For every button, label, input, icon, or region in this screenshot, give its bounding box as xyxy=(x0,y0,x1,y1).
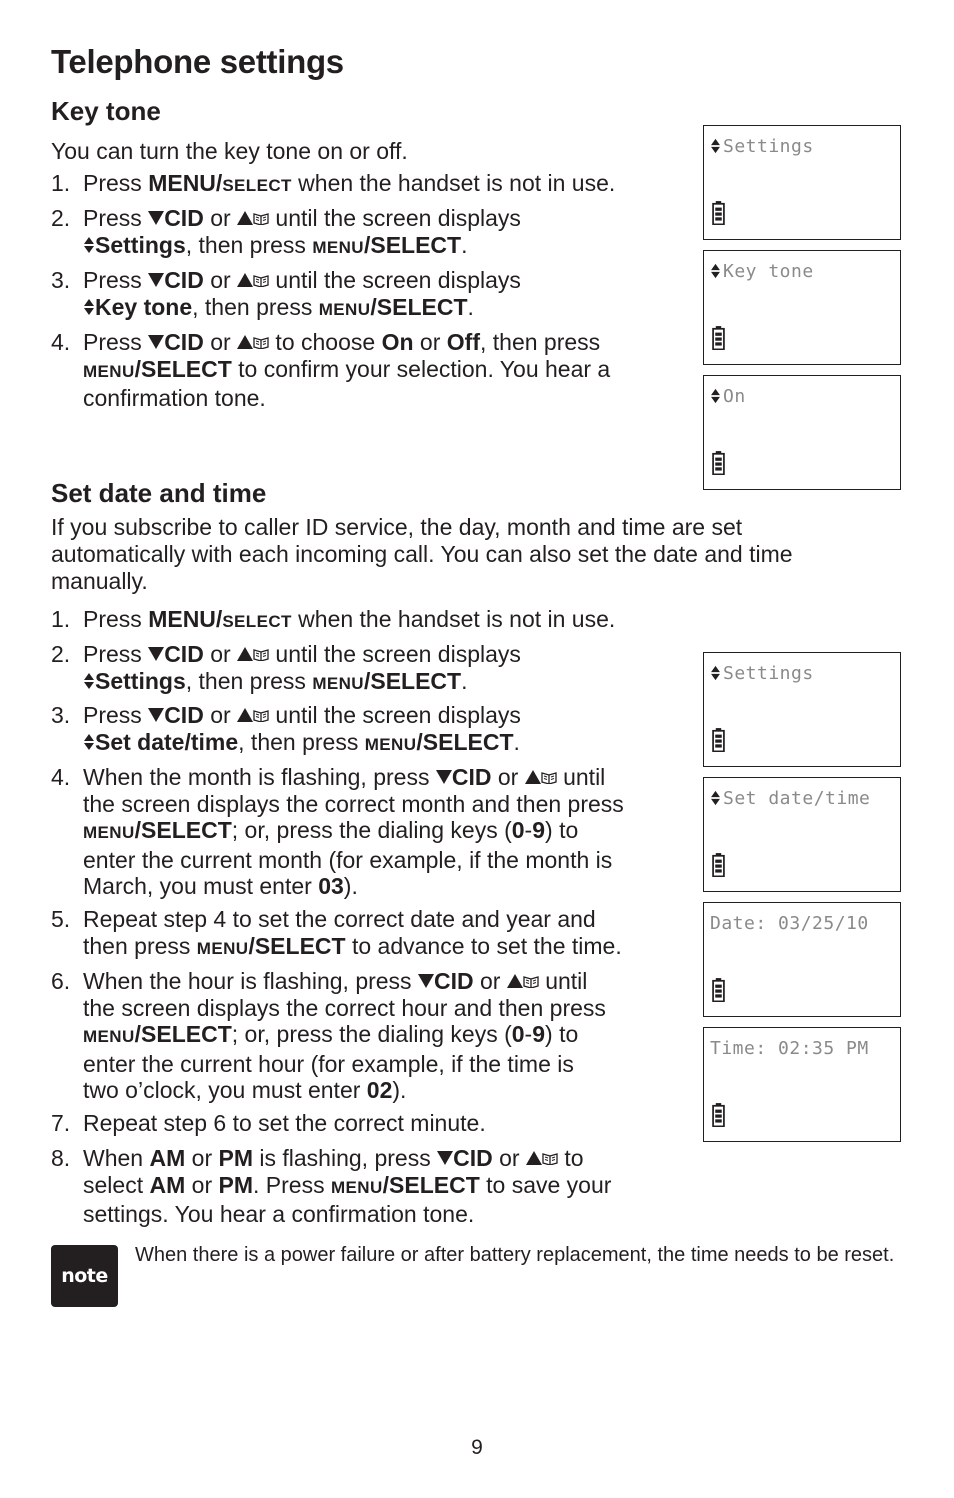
down-arrow-icon xyxy=(418,974,434,988)
up-down-icon xyxy=(83,733,95,751)
up-arrow-icon xyxy=(526,1151,542,1165)
down-arrow-icon xyxy=(148,211,164,225)
battery-icon xyxy=(712,1103,725,1127)
down-arrow-icon xyxy=(436,770,452,784)
screen-text: On xyxy=(723,386,746,407)
phonebook-icon xyxy=(253,273,269,287)
up-down-icon xyxy=(83,298,95,316)
up-down-icon xyxy=(710,138,721,154)
phonebook-icon xyxy=(253,211,269,225)
screen-on xyxy=(703,375,901,490)
battery-icon xyxy=(712,451,725,475)
screen-text: Settings xyxy=(723,136,814,157)
up-arrow-icon xyxy=(237,647,253,661)
list-item: 8. When AM or PM is flashing, press CID or to select AM or PM. Press MENU/SELECT to save your settings. You hear a confirmation tone. xyxy=(51,1145,612,1228)
list-item: 1. Press MENU/SELECT when the handset is not in use. xyxy=(51,170,616,196)
down-arrow-icon xyxy=(148,708,164,722)
list-item: 4. Press CID or to choose On or Off, then press MENU/SELECT to confirm your selection. You hear a confirmation tone. xyxy=(51,329,611,412)
page-title: Telephone settings xyxy=(51,43,344,80)
screen-text: Date: 03/25/10 xyxy=(710,913,869,934)
screen-text: Time: 02:35 PM xyxy=(710,1038,869,1059)
phonebook-icon xyxy=(523,974,539,988)
phonebook-icon xyxy=(253,335,269,349)
list-item: 1. Press MENU/SELECT when the handset is not in use. xyxy=(51,606,616,632)
list-item: 5. Repeat step 4 to set the correct date and year and then press MENU/SELECT to advance to set the time. xyxy=(51,906,622,959)
battery-icon xyxy=(712,201,725,225)
note-badge: note xyxy=(51,1245,118,1307)
battery-icon xyxy=(712,326,725,350)
key-tone-heading: Key tone xyxy=(51,96,161,126)
up-arrow-icon xyxy=(525,770,541,784)
list-item: 4. When the month is flashing, press CID or until the screen displays the correct month and then press MENU/SELECT; or, press the dialing keys (0-9) to enter the current month (for example, if the month is March, you must enter 03). xyxy=(51,764,624,900)
down-arrow-icon xyxy=(437,1151,453,1165)
up-arrow-icon xyxy=(237,273,253,287)
page-number: 9 xyxy=(471,1436,483,1459)
up-arrow-icon xyxy=(237,335,253,349)
screen-key-tone xyxy=(703,250,901,365)
down-arrow-icon xyxy=(148,647,164,661)
screen-text: Settings xyxy=(723,663,814,684)
date-time-intro: If you subscribe to caller ID service, the day, month and time are set automatically with each incoming call. You can also set the date and time manually. xyxy=(51,514,793,594)
screen-settings-2 xyxy=(703,652,901,767)
list-item: 2. Press CID or until the screen displays Settings, then press MENU/SELECT. xyxy=(51,205,521,258)
up-down-icon xyxy=(83,672,95,690)
down-arrow-icon xyxy=(148,273,164,287)
key-tone-intro: You can turn the key tone on or off. xyxy=(51,138,408,164)
list-item: 3. Press CID or until the screen displays Set date/time, then press MENU/SELECT. xyxy=(51,702,521,755)
up-down-icon xyxy=(710,263,721,279)
up-arrow-icon xyxy=(237,211,253,225)
screen-time xyxy=(703,1027,901,1142)
up-down-icon xyxy=(83,236,95,254)
phonebook-icon xyxy=(253,708,269,722)
up-arrow-icon xyxy=(237,708,253,722)
up-down-icon xyxy=(710,665,721,681)
phonebook-icon xyxy=(541,770,557,784)
up-down-icon xyxy=(710,388,721,404)
screen-settings xyxy=(703,125,901,240)
screen-date xyxy=(703,902,901,1017)
up-down-icon xyxy=(710,790,721,806)
note-text: When there is a power failure or after battery replacement, the time needs to be reset. xyxy=(135,1244,895,1266)
battery-icon xyxy=(712,728,725,752)
list-item: 3. Press CID or until the screen displays Key tone, then press MENU/SELECT. xyxy=(51,267,521,320)
phonebook-icon xyxy=(542,1151,558,1165)
list-item: 6. When the hour is flashing, press CID or until the screen displays the correct hour and then press MENU/SELECT; or, press the dialing keys (0-9) to enter the current hour (for example, if the time is two o’clock, you must enter 02). xyxy=(51,968,606,1104)
battery-icon xyxy=(712,853,725,877)
down-arrow-icon xyxy=(148,335,164,349)
screen-text: Set date/time xyxy=(723,788,871,809)
screen-set-date-time xyxy=(703,777,901,892)
screen-text: Key tone xyxy=(723,261,814,282)
phonebook-icon xyxy=(253,647,269,661)
date-time-heading: Set date and time xyxy=(51,478,267,508)
list-item: 7. Repeat step 6 to set the correct minute. xyxy=(51,1110,486,1136)
list-item: 2. Press CID or until the screen displays Settings, then press MENU/SELECT. xyxy=(51,641,521,694)
up-arrow-icon xyxy=(507,974,523,988)
battery-icon xyxy=(712,978,725,1002)
